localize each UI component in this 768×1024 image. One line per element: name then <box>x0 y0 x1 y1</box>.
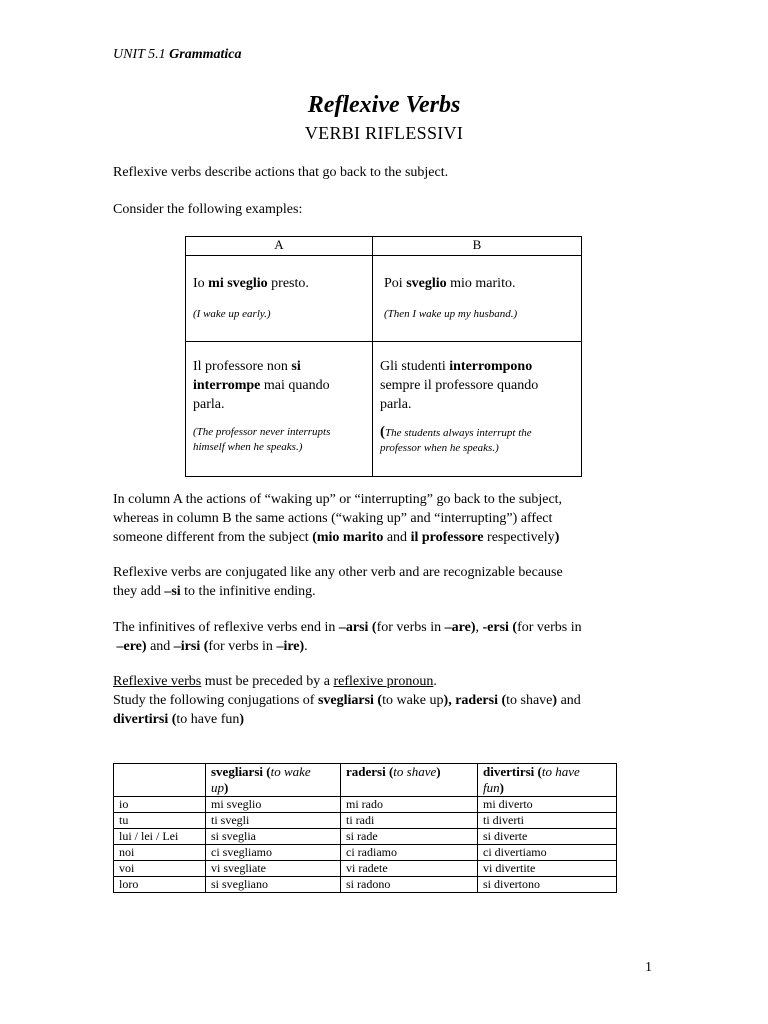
conj-form: mi diverto <box>478 797 617 813</box>
intro-paragraph: Reflexive verbs describe actions that go back to the subject. <box>113 165 449 180</box>
pronoun-explanation: Reflexive verbs must be preceded by a reflexive pronoun. Study the following conjugations of svegliarsi (to wake up), radersi (to shave) and divertirsi (to have fun) <box>113 674 581 727</box>
conj-subject: lui / lei / Lei <box>114 829 206 845</box>
conj-form: mi sveglio <box>206 797 341 813</box>
table-row <box>114 861 617 877</box>
example-cell-b2: Gli studenti interrompono sempre il professore quando parla. (The students always interrupt the professor when he speaks.) <box>373 342 582 477</box>
conj-form: mi rado <box>341 797 478 813</box>
conj-subject: loro <box>114 877 206 893</box>
conj-form: ci radiamo <box>341 845 478 861</box>
infinitive-explanation: The infinitives of reflexive verbs end in –arsi (for verbs in –are), -ersi (for verbs in –ere) and –irsi (for verbs in –ire). <box>113 620 582 654</box>
conj-form: si sveglia <box>206 829 341 845</box>
gloss-b1: (Then I wake up my husband.) <box>384 308 518 320</box>
conj-subject: noi <box>114 845 206 861</box>
conj-form: vi divertite <box>478 861 617 877</box>
column-a-header: A <box>186 237 373 256</box>
conj-header-pronoun <box>114 764 206 797</box>
conj-form: si divertono <box>478 877 617 893</box>
table-row <box>114 829 617 845</box>
column-explanation: In column A the actions of “waking up” or “interrupting” go back to the subject, whereas in column B the same actions (“waking up” and “interrupting”) affect someone different from the subject (mio marito and il professore respectively) <box>113 492 563 545</box>
conjugation-explanation: Reflexive verbs are conjugated like any other verb and are recognizable because they add –si to the infinitive ending. <box>113 565 563 599</box>
column-b-header: B <box>373 237 582 256</box>
conj-form: vi radete <box>341 861 478 877</box>
reflexive-pronoun-term: reflexive pronoun <box>333 674 434 689</box>
conj-form: ti diverti <box>478 813 617 829</box>
conj-header-divertirsi: divertirsi (to have fun) <box>478 764 617 797</box>
page-number: 1 <box>645 960 652 975</box>
reflexive-verbs-term: Reflexive verbs <box>113 674 202 689</box>
unit-header <box>113 47 242 63</box>
page-subtitle: VERBI RIFLESSIVI <box>304 123 464 143</box>
conj-form: si svegliano <box>206 877 341 893</box>
example-cell-b1: Poi sveglio mio marito. (Then I wake up my husband.) <box>373 256 582 342</box>
conj-subject: io <box>114 797 206 813</box>
conj-subject: tu <box>114 813 206 829</box>
conj-form: si rade <box>341 829 478 845</box>
table-row <box>114 845 617 861</box>
conj-form: si radono <box>341 877 478 893</box>
conj-form: si diverte <box>478 829 617 845</box>
conj-header-svegliarsi: svegliarsi (to wake up) <box>206 764 341 797</box>
table-row <box>114 797 617 813</box>
conj-form: ti svegli <box>206 813 341 829</box>
example-cell-a1: Io mi sveglio presto. (I wake up early.) <box>186 256 373 342</box>
gloss-a1: (I wake up early.) <box>193 308 271 320</box>
conj-form: ci svegliamo <box>206 845 341 861</box>
conj-form: vi svegliate <box>206 861 341 877</box>
conjugation-table <box>113 763 617 893</box>
consider-paragraph: Consider the following examples: <box>113 202 303 217</box>
page-title: Reflexive Verbs <box>307 92 461 118</box>
conj-form: ti radi <box>341 813 478 829</box>
table-row <box>114 877 617 893</box>
unit-label: UNIT 5.1 <box>113 47 166 62</box>
conj-subject: voi <box>114 861 206 877</box>
table-row <box>114 813 617 829</box>
section-label: Grammatica <box>169 47 242 62</box>
example-cell-a2: Il professore non si interrompe mai quando parla. (The professor never interrupts himself when he speaks.) <box>186 342 373 477</box>
examples-table <box>185 236 582 477</box>
conj-header-radersi: radersi (to shave) <box>341 764 478 797</box>
conj-form: ci divertiamo <box>478 845 617 861</box>
